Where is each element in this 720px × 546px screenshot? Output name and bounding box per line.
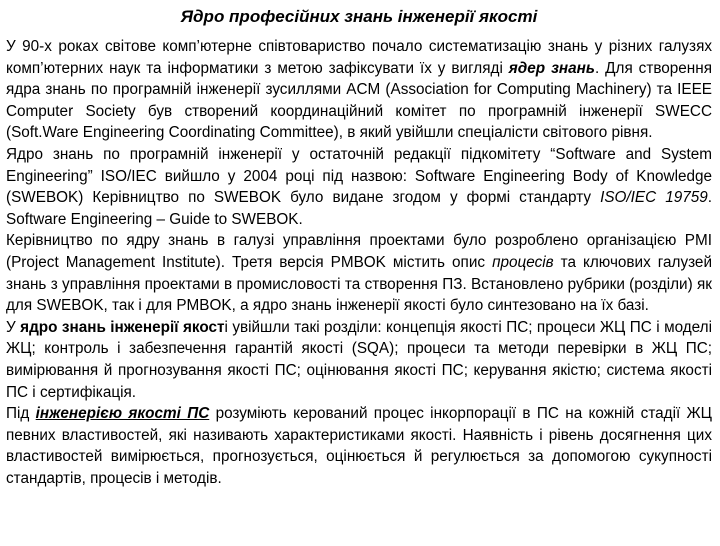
page-title: Ядро професійних знань інженерії якості [180,7,538,26]
paragraph-quality-engineering [6,403,712,489]
paragraph-knowledge-cores [6,36,712,144]
paragraph-3-text-start: Керівництво по ядру знань в галузі управління проектами було розроблено організацією PMI (Project Management Institute). Третя версія PMBOK містить опис [6,232,712,271]
paragraph-1-text-end: . Для створення ядра знань по програмній інженерії зусиллями ACM (Association for Computing Machinery) та IEEE Computer Society був створений координаційний комітет по програмній інженерії SWECC (Soft.Ware Engineering Coordinating Committee), в який увійшли спеціалісти світового рівня. [6,59,712,142]
standard-name: ISO/IEC 19759 [600,189,708,207]
term-quality-core: ядро знань інженерії якост [20,318,225,336]
paragraph-2-text-end: . Software Engineering – Guide to SWEBOK. [6,189,712,228]
term-knowledge-cores: ядер знань [508,59,595,77]
slide [0,6,720,546]
paragraph-quality-core [6,317,712,403]
paragraph-4-text-start: У [6,318,21,336]
paragraph-1-text-start: У 90-х роках світове комп’ютерне співтовариство почало систематизацію знань у різних галузях комп’ютерних наук та інформатики з метою зафіксувати їх у вигляді [6,38,712,77]
term-quality-engineering: інженерією якості ПС [35,405,210,423]
paragraph-5-text-start: Під [6,405,36,423]
paragraph-3-text-end: та ключових галузей знань з управління проектами в промисловості та створення ПЗ. Встановлено рубрики (розділи) як для SWEBOK, так і для PMBOK, а ядро знань інженерії якості було синтезовано на їх базі. [6,253,712,315]
paragraph-5-text-end: розуміють керований процес інкорпорації в ПС на кожній стадії ЖЦ певних властивостей, які називають характеристиками якості. Наявність і рівень досягнення цих властивостей вимірюється, прогнозується, оцінюється й регулюється за допомогою сукупності стандартів, процесів і методів. [6,405,712,487]
paragraph-pmbok [6,230,712,316]
body-text [6,36,712,489]
paragraph-4-text-end: і увійшли такі розділи: концепція якості ПС; процеси ЖЦ ПС і моделі ЖЦ; контроль і забезпечення гарантій якості (SQA); процеси та методи перевірки в ЖЦ ПС; вимірювання й прогнозування якості ПС; оцінювання якості ПС; керування якістю; система якості ПС і сертифікація. [6,318,713,401]
paragraph-2-text-start: Ядро знань по програмній інженерії у остаточній редакції підкомітету “Software and System Engineering” ISO/IEC вийшло у 2004 році під назвою: Software Engineering Body of Knowledge (SWEBOK) Керівництво по SWEBOK було видане згодом у формі стандарту [6,145,712,207]
term-processes: процесів [492,253,554,271]
paragraph-swebok [6,144,712,230]
